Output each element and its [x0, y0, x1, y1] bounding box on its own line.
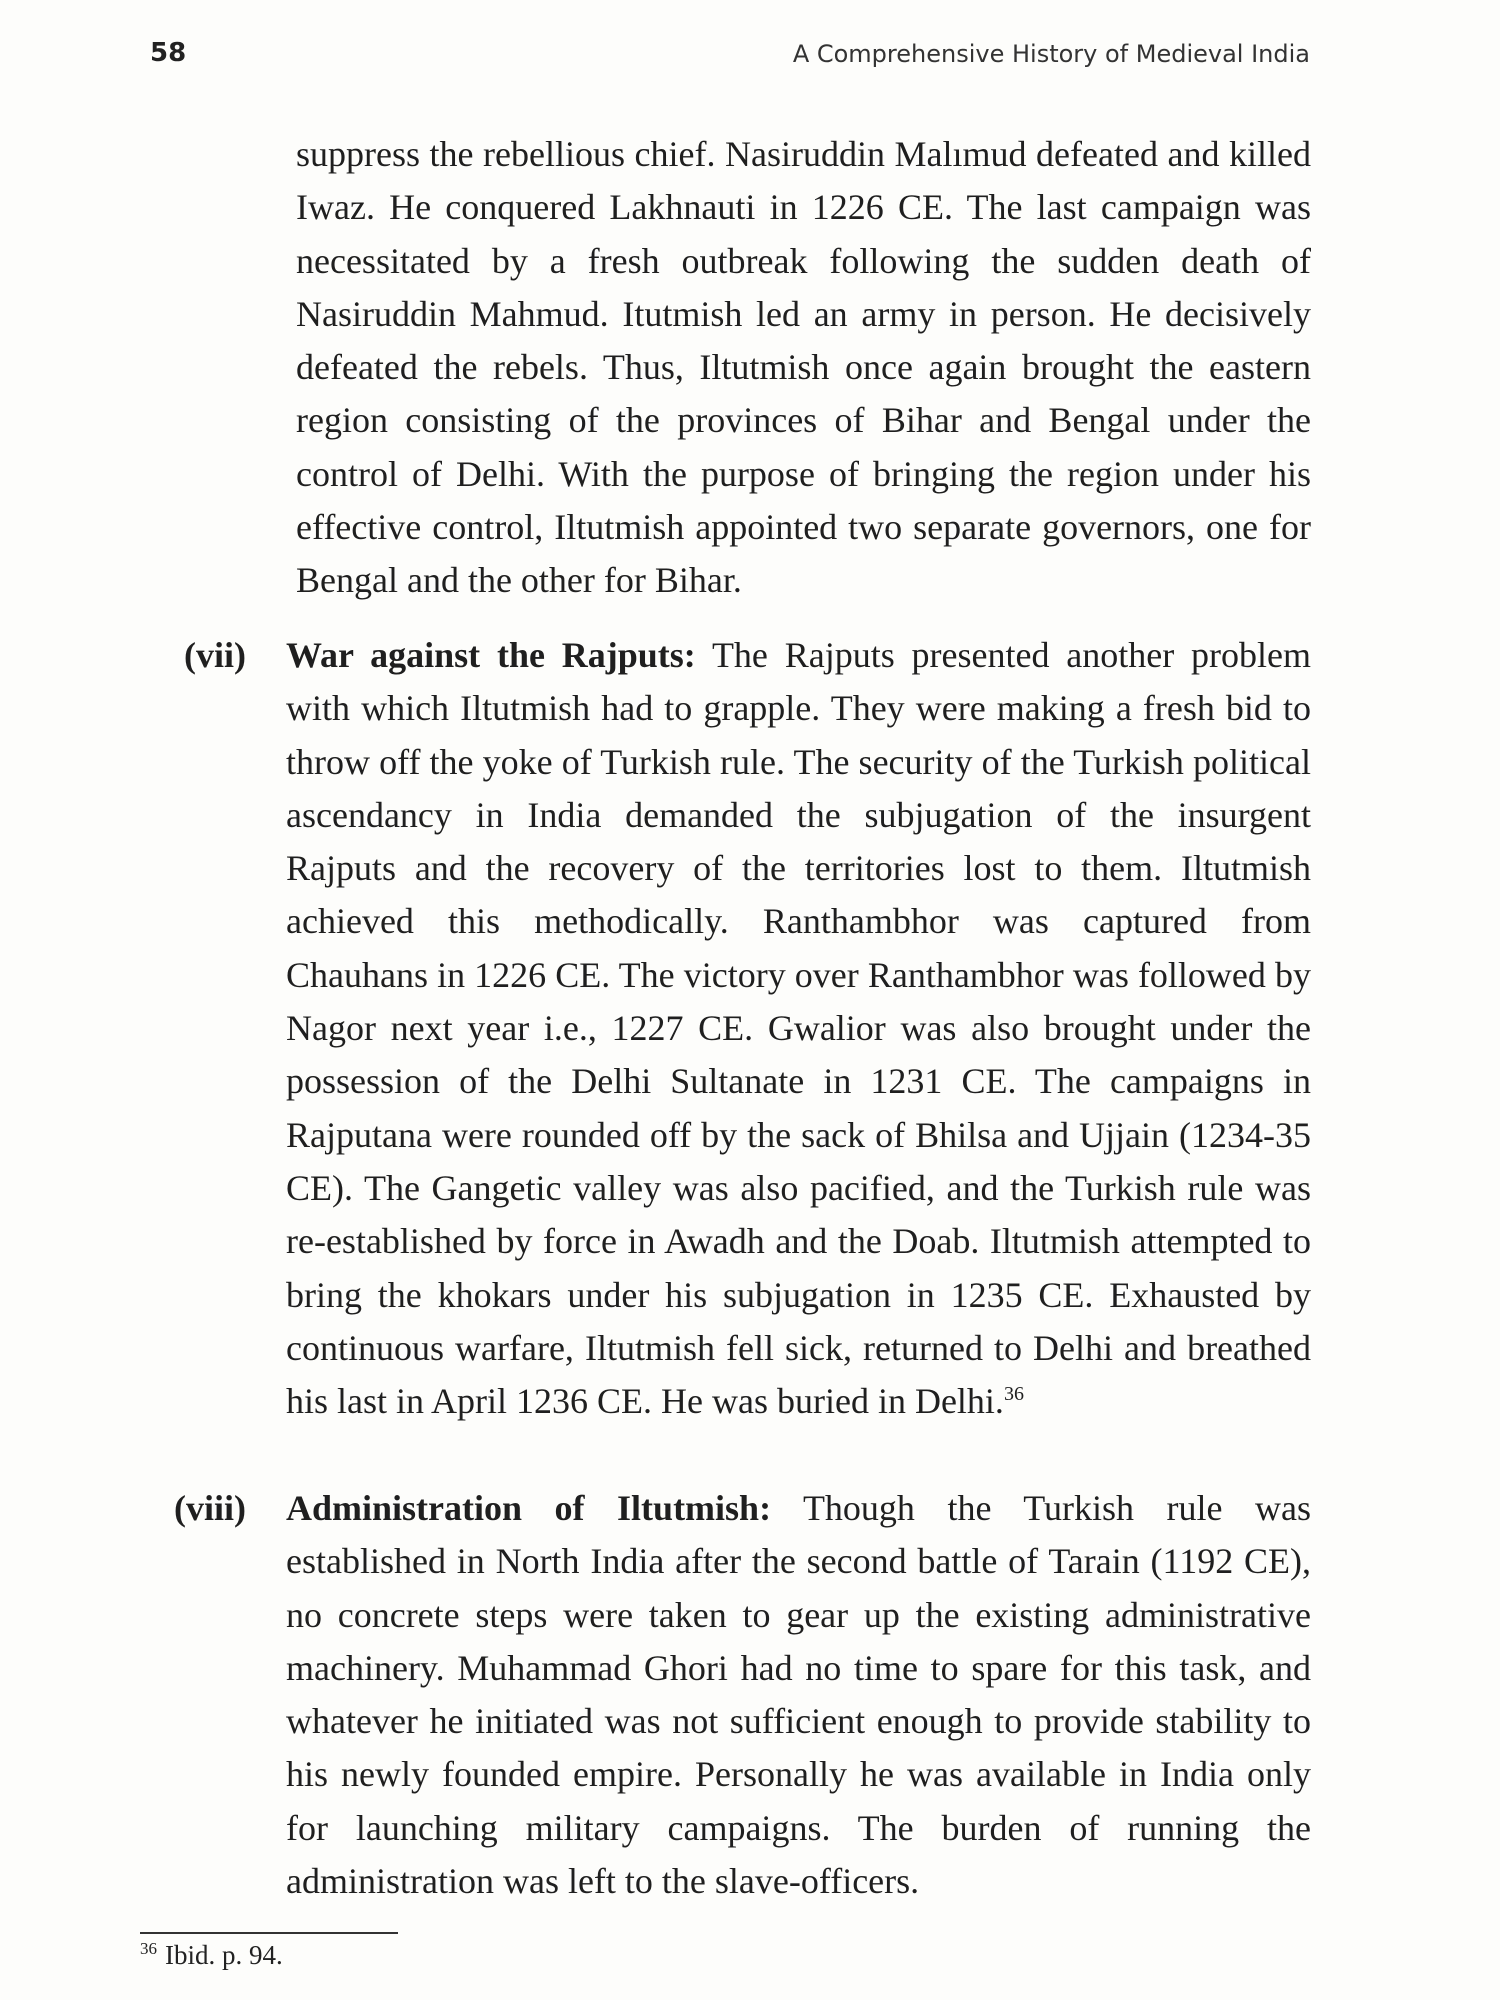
list-item-vii [150, 629, 1311, 1428]
footnote-divider [140, 1932, 398, 1934]
running-title: A Comprehensive History of Medieval India [792, 40, 1310, 68]
footnote-text: Ibid. p. 94. [165, 1940, 283, 1970]
item-text: Though the Turkish rule was established in North India after the second battle of Tarain (1192 CE), no concrete steps were taken to gear up the existing administrative machinery. Muhammad Ghori had no time to spare for this task, and whatever he initiated was not sufficient enough to provide stability to his newly founded empire. Personally he was available in India only for launching military campaigns. The burden of running the administration was left to the slave-officers. [286, 1488, 1311, 1902]
footnote-reference: 36 [1003, 1383, 1024, 1406]
page-number: 58 [150, 38, 187, 68]
item-text: The Rajputs presented another problem with which Iltutmish had to grapple. They were making a fresh bid to throw off the yoke of Turkish rule. The security of the Turkish political ascendancy in India demanded the subjugation of the insurgent Rajputs and the recovery of the territories lost to them. Iltutmish achieved this methodically. Ranthambhor was captured from Chauhans in 1226 CE. The victory over Ranthambhor was followed by Nagor next year i.e., 1227 CE. Gwalior was also brought under the possession of the Delhi Sultanate in 1231 CE. The campaigns in Rajputana were rounded off by the sack of Bhilsa and Ujjain (1234-35 CE). The Gangetic valley was also pacified, and the Turkish rule was re-established by force in Awadh and the Doab. Iltutmish attempted to bring the khokars under his subjugation in 1235 CE. Exhausted by continuous warfare, Iltutmish fell sick, returned to Delhi and breathed his last in April 1236 CE. He was buried in Delhi. [286, 635, 1311, 1422]
item-heading: Administration of Iltutmish: [286, 1488, 772, 1528]
list-item-viii [150, 1482, 1311, 1908]
item-body [286, 1482, 1311, 1908]
item-body [286, 629, 1311, 1428]
intro-paragraph: suppress the rebellious chief. Nasiruddin Malımud defeated and killed Iwaz. He conquered Lakhnauti in 1226 CE. The last campaign was necessitated by a fresh outbreak following the sudden death of Nasiruddin Mahmud. Itutmish led an army in person. He decisively defeated the rebels. Thus, Iltutmish once again brought the eastern region consisting of the provinces of Bihar and Bengal under the control of Delhi. With the purpose of bringing the region under his effective control, Iltutmish appointed two separate governors, one for Bengal and the other for Bihar. [296, 134, 1311, 601]
item-marker: (vii) [184, 635, 246, 675]
footnote-number: 36 [140, 1939, 157, 1958]
footnote [140, 1940, 283, 1971]
item-heading: War against the Rajputs: [286, 635, 696, 675]
item-marker: (viii) [174, 1488, 246, 1528]
page-header [150, 38, 1310, 78]
